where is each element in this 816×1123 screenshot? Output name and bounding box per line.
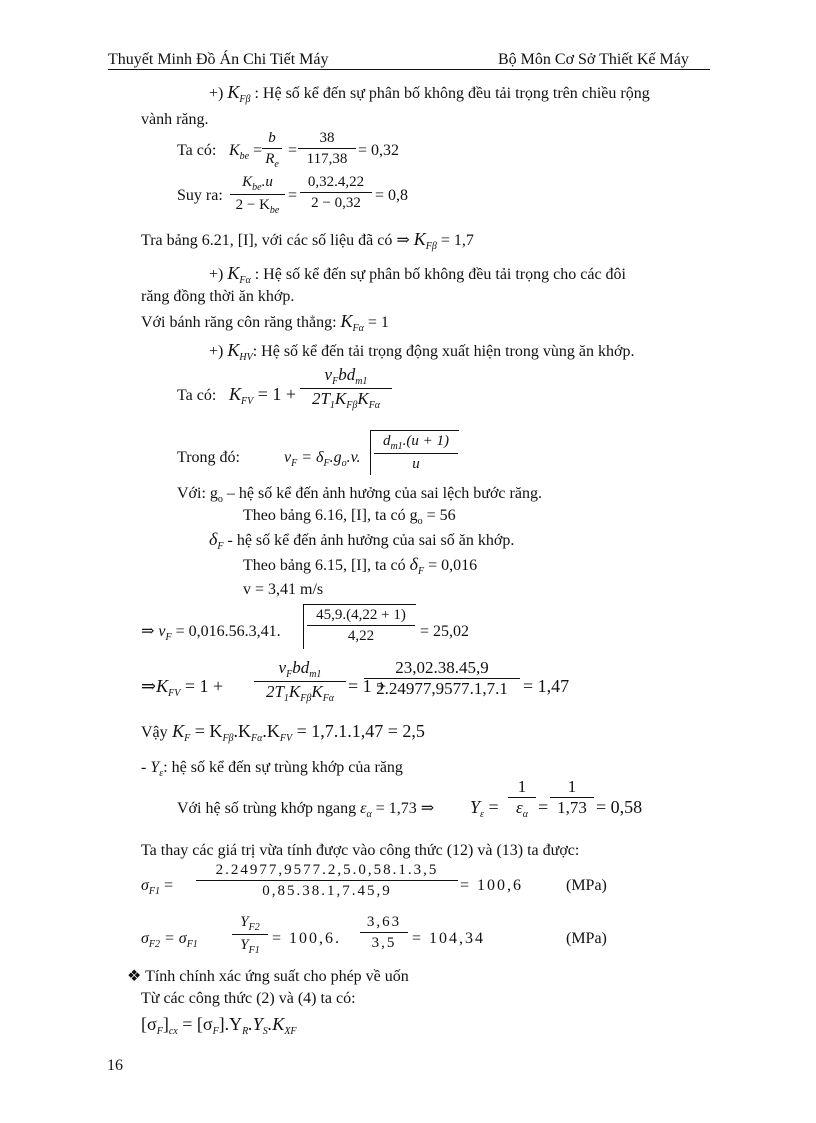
header-right: Bộ Môn Cơ Sở Thiết Kế Máy (498, 51, 689, 68)
sigma-f2-frac: 3,63 3,5 (360, 913, 408, 952)
suyra-frac-1: $K_{be}.u$ $2 - K_{be}$ (230, 173, 285, 216)
sigma-f1-lhs: $\sigma_{F1}$ = (141, 877, 174, 897)
header-left: Thuyết Minh Đồ Án Chi Tiết Máy (108, 51, 329, 68)
suyra-label: Suy ra: (177, 187, 223, 204)
sigma-f2-result: = 104,34 (412, 930, 486, 947)
vf-numeric-result: = 25,02 (420, 623, 470, 640)
kfa-definition-cont: răng đồng thời ăn khớp. (141, 288, 295, 305)
sigma-f1-result: = 100,6 (460, 877, 524, 894)
kbe-result: = 0,32 (358, 142, 400, 159)
kfb-definition: +) $K_{F\beta}$ : Hệ số kể đến sự phân bố không đều tải trọng trên chiều rộng (209, 82, 650, 105)
ye-definition: - $Y_\varepsilon$: hệ số kể đến sự trùng khớp của răng (141, 759, 403, 779)
trong-do-label: Trong đó: (177, 449, 240, 466)
diamond-bullet-icon: ❖ (127, 968, 142, 985)
ye-eq2: = (538, 797, 549, 817)
go-value: Theo bảng 6.16, [I], ta có $g_o = 56$ (243, 507, 456, 527)
kbe-eq2: = (288, 142, 298, 159)
suyra-frac-2: 0,32.4,22 2 − 0,32 (300, 173, 372, 212)
suyra-eq: = (288, 187, 298, 204)
deltaf-value: Theo bảng 6.15, [I], ta có $\delta_F = 0,016$ (243, 554, 478, 577)
kbe-frac-2: 38 117,38 (298, 129, 356, 168)
section-heading: ❖ Tính chính xác ứng suất cho phép về uốn (127, 968, 409, 985)
vf-rad-frac: $d_{m1}.(u + 1)$ u (374, 432, 458, 473)
sigma-f2-unit: (MPa) (566, 930, 607, 947)
kfv-lhs: $K_{FV} = 1$ + (229, 384, 297, 407)
header-rule (108, 69, 710, 70)
sigma-f1-frac: 2.24977,9577.2,5.0,58.1.3,5 0,85.38.1,7.45,9 (196, 861, 458, 900)
kf-total: Vậy $K_F = K_{F\beta}.K_{F\alpha}.K_{FV} = 1,7.1.1,47 = 2,5$ (141, 721, 425, 744)
page-number: 16 (107, 1057, 123, 1074)
vf-numeric: ⇒ $v_F = 0,016.56.3,41$. (141, 623, 281, 643)
vf-numeric-frac: 45,9.(4,22 + 1) 4,22 (307, 606, 415, 645)
suyra-result: = 0,8 (375, 187, 409, 204)
kfb-definition-cont: vành răng. (141, 111, 209, 128)
sigma-f1-unit: (MPa) (566, 877, 607, 894)
sigma-f2-lhs: $\sigma_{F2} = \sigma_{F1}$ (141, 930, 198, 950)
ye-frac-2: 1 1,73 (550, 778, 594, 817)
kbe-lhs: $K_{be}$ = (229, 142, 263, 162)
sigma-f2-mid: = 100,6. (272, 930, 342, 947)
sigma-cx-formula: $[\sigma_F]_{cx} = [\sigma_F].Y_R.Y_S.K_{XF}$ (141, 1014, 297, 1037)
kfv-frac: $v_Fbd_{m1}$ $2T_1K_{F\beta}K_{F\alpha}$ (300, 366, 392, 411)
kfv-numeric-lhs: $\Rightarrow K_{FV} = 1$ + (141, 676, 224, 699)
kfa-definition: +) $K_{F\alpha}$ : Hệ số kể đến sự phân bố không đều tải trọng cho các đôi (209, 263, 626, 286)
kfv-numeric-frac-2: 23,02.38.45,9 2.24977,9577.1,7.1 (364, 659, 520, 698)
ye-lhs: $Y_\varepsilon$ = (470, 797, 499, 820)
tra-bang-621: Tra bảng 6.21, [I], với các số liệu đã có ⇒ $K_{F\beta} = 1,7$ (141, 229, 474, 252)
ye-frac-1: 1 $\varepsilon_\alpha$ (508, 778, 536, 820)
deltaf-definition: $\delta_F$ - hệ số kể đến ảnh hưởng của sai số ăn khớp. (209, 529, 515, 552)
v-value: v = 3,41 m/s (243, 581, 324, 598)
sigma-f2-ratio: $Y_{F2}$ $Y_{F1}$ (232, 913, 268, 956)
ye-value-text: Với hệ số trùng khớp ngang $\varepsilon_\alpha = 1,73$ ⇒ (177, 800, 435, 820)
kbe-frac-1: b $R_e$ (262, 129, 282, 170)
cong-thuc-text: Từ các công thức (2) và (4) ta có: (141, 990, 356, 1007)
banh-rang-con: Với bánh răng côn răng thẳng: $K_{F\alpha} = 1$ (141, 311, 389, 334)
kfv-numeric-result: = 1,47 (523, 676, 570, 696)
vf-formula: $v_F = \delta_F.g_o.v$. (284, 449, 361, 469)
go-definition: Với: $g_o$ – hệ số kể đến ảnh hưởng của sai lệch bước răng. (177, 485, 542, 505)
kfv-numeric-frac-1: $v_Fbd_{m1}$ $2T_1K_{F\beta}K_{F\alpha}$ (254, 659, 346, 704)
substitution-text: Ta thay các giá trị vừa tính được vào công thức (12) và (13) ta được: (141, 842, 580, 859)
ye-result: = 0,58 (596, 797, 643, 817)
kfv-label: Ta có: (177, 387, 217, 404)
kbe-label: Ta có: (177, 142, 217, 159)
kfv-numeric-eq2: = 1 + (348, 676, 387, 696)
khv-definition: +) $K_{HV}$: Hệ số kể đến tải trọng động xuất hiện trong vùng ăn khớp. (209, 340, 635, 363)
